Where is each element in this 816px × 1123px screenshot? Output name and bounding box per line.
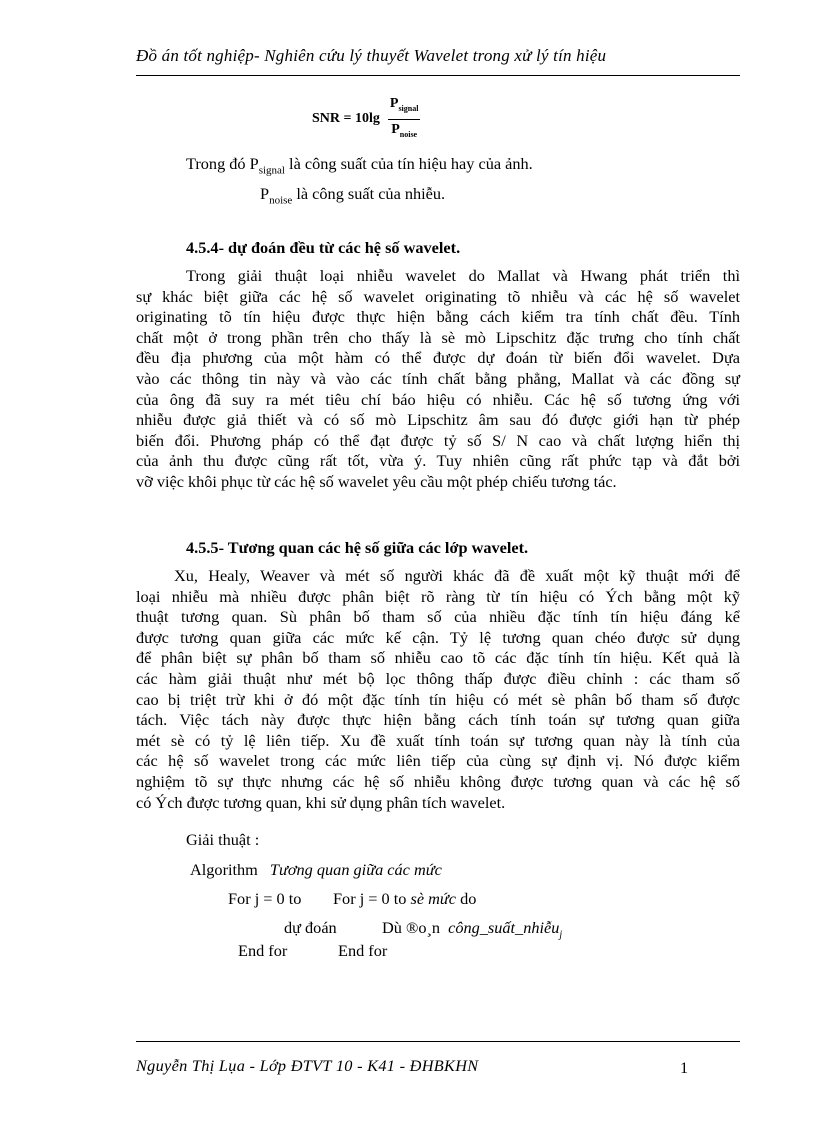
fraction-bar — [388, 119, 421, 120]
signal-definition: Trong đó $P_{signal}$ là công suất của tín hiệu hay của ảnh. — [186, 154, 533, 177]
paragraph-line: mét sè có tỷ lệ liên tiếp. Xu đề xuất tính toán sự tương quan này là tính của — [136, 730, 740, 750]
algorithm-call: Dù ®o¸n công_suất_nhiễu$_j$ — [382, 918, 563, 941]
section-454-paragraph — [136, 266, 740, 493]
paragraph-line: chất một ở trong phần trên cho thấy là sè mò Lipschitz đặc trưng cho tính chất — [136, 327, 740, 347]
footer-divider — [136, 1041, 740, 1042]
paragraph-line: sự khác biệt giữa các hệ số wavelet originating tõ nhiễu và các hệ số wavelet — [136, 286, 740, 306]
page-header: Đồ án tốt nghiệp- Nghiên cứu lý thuyết Wavelet trong xử lý tín hiệu — [136, 46, 607, 65]
algorithm-for-2: For j = 0 to sè mức do — [333, 889, 477, 908]
paragraph-line: nhiễu được giả thiết và có số mò Lipschitz âm sau đó được giới hạn từ phép — [136, 410, 740, 430]
section-heading-455: 4.5.5- Tương quan các hệ số giữa các lớp wavelet. — [186, 538, 529, 557]
paragraph-line: vỡ việc khôi phục từ các hệ số wavelet yêu cầu một phép chiếu tương tác. — [136, 471, 617, 491]
section-heading-454: 4.5.4- dự đoán đều từ các hệ số wavelet. — [186, 238, 461, 257]
paragraph-line: các hệ số wavelet trong các mức liên tiếp của cùng sự định vị. Nó được kiểm — [136, 751, 740, 771]
footer-author: Nguyễn Thị Lụa - Lớp ĐTVT 10 - K41 - ĐHBKHN — [136, 1056, 479, 1075]
formula-lhs: SNR = 10lg — [312, 111, 380, 127]
algorithm-endfor-1: End for — [238, 941, 288, 960]
paragraph-line: để phân biệt sự phân bố tham số nhiễu cao tõ các đặc tính tín hiệu. Kết quả là — [136, 648, 740, 668]
paragraph-line: đều địa phương của một hàm có thể được dự đoán từ biến đổi wavelet. Dựa — [136, 348, 740, 368]
paragraph-line: nghiệm tõ sự thực nhưng các hệ số nhiễu không được tương quan và các hệ số — [136, 771, 740, 791]
formula-fraction — [388, 96, 421, 143]
paragraph-line: Xu, Healy, Weaver và mét số người khác đã đề xuất một kỹ thuật mới để — [174, 566, 740, 585]
algorithm-name: Tương quan giữa các mức — [269, 860, 442, 879]
paragraph-line: của ảnh thu được cũng rất tốt, vừa ý. Tuy nhiên cũng rất phức tạp và đắt bởi — [136, 451, 740, 471]
paragraph-line: tách. Việc tách này được thực hiện bằng cách tính toán sự tương quan giữa — [136, 710, 740, 730]
algorithm-title — [190, 860, 442, 880]
noise-definition: $P_{noise}$ là công suất của nhiễu. — [260, 184, 446, 207]
paragraph-line: cao bị triệt trừ khi ở đó một đặc tính tín hiệu có mét sè phân bố tham số được — [136, 689, 740, 709]
paragraph-line: các hàm giải thuật như mét bộ lọc thông thấp được điều chỉnh : các tham số — [136, 668, 740, 688]
algorithm-intro: Giải thuật : — [186, 830, 260, 849]
paragraph-line: loại nhiễu mà nhiều được phân biệt rõ ràng từ tín hiệu có Ých bằng một kỹ — [136, 586, 740, 606]
algorithm-predict: dự đoán — [284, 918, 337, 937]
paragraph-line: Trong giải thuật loại nhiễu wavelet do Mallat và Hwang phát triển thì — [186, 266, 740, 285]
paragraph-line: originating tõ tín hiệu được thực hiện bằng cách kiểm tra tính chất đều. Tính — [136, 307, 740, 327]
paragraph-line: có Ých được tương quan, khi sử dụng phân tích wavelet. — [136, 792, 506, 812]
algorithm-keyword: Algorithm — [190, 860, 258, 879]
page-number: 1 — [680, 1058, 689, 1077]
formula-denominator: $P_{noise}$ — [391, 121, 418, 139]
paragraph-line: biến đổi. Phương pháp có thể đạt được tỷ số S/ N cao và chất lượng hiển thị — [136, 430, 740, 450]
snr-formula — [312, 96, 420, 143]
paragraph-line: của ông đã suy ra mét tiêu chí báo hiệu có nhiễu. Các hệ số tương ứng với — [136, 389, 740, 409]
paragraph-line: vào các thông tin này và vào các tính chất bằng phẳng, Mallat và các đồng sự — [136, 368, 740, 388]
paragraph-line: được tương quan giữa các mức kế cận. Tỷ lệ tương quan chéo được sử dụng — [136, 627, 740, 647]
algorithm-for-1: For j = 0 to — [228, 889, 302, 908]
header-divider — [136, 75, 740, 76]
section-455-paragraph — [136, 566, 740, 813]
paragraph-line: thuật tương quan. Sù phân bố tham số của nhiều đặc tính tín hiệu đáng kể — [136, 607, 740, 627]
formula-numerator: $P_{signal}$ — [389, 96, 419, 113]
algorithm-endfor-2: End for — [338, 941, 388, 960]
